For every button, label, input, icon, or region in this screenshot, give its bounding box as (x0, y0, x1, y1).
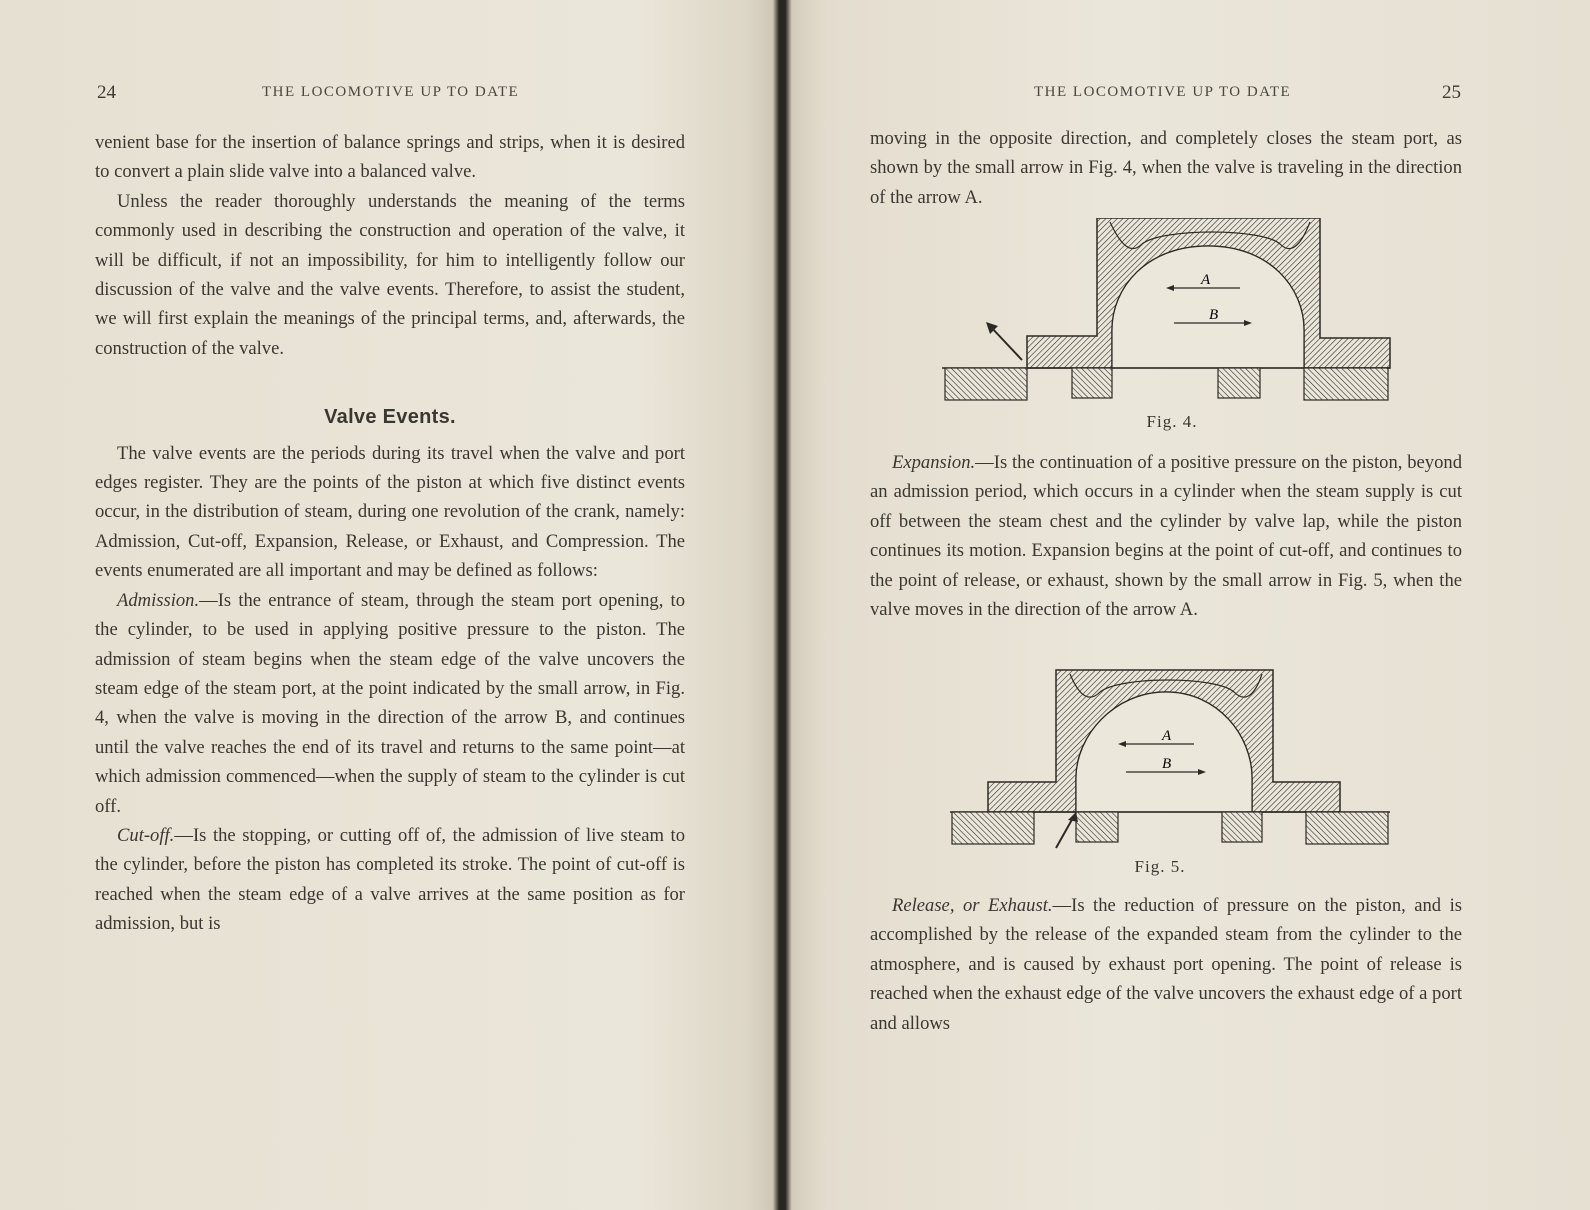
paragraph: Unless the reader thoroughly understands the meaning of the terms commonly used in describing the construction and operation of the valve, it will be difficult, if not an impossibility, for him to intelligently follow our discussion of the valve and the valve events. Therefore, to assist the student, we will first explain the meanings of the principal terms, and, afterwards, the construction of the valve. (95, 190, 685, 359)
seat-block (1222, 812, 1262, 842)
left-page (0, 0, 780, 1210)
term: Cut-off. (117, 824, 175, 846)
term: Release, or Exhaust. (892, 895, 1053, 916)
paragraph (95, 586, 685, 821)
term: Expansion. (892, 452, 976, 473)
page-number: 24 (97, 82, 116, 103)
figure-4-diagram (942, 218, 1402, 408)
seat-block (952, 812, 1034, 844)
arrow-label-b: B (1209, 307, 1219, 323)
right-page-body-mid (870, 448, 1462, 624)
definition: —Is the reduction of pressure on the piston, and is accomplished by the release of the expanded steam from the cylinder to the atmosphere, and is caused by exhaust port opening. The point of release is reached when the exhaust edge of the valve uncovers the exhaust edge of a port and allows (870, 895, 1462, 1034)
figure-5-diagram (950, 668, 1400, 858)
arrow-label-a: A (1162, 728, 1172, 744)
left-page-body (95, 128, 685, 939)
figure-5-caption: Fig. 5. (1134, 857, 1186, 876)
paragraph (95, 821, 685, 939)
paragraph: venient base for the insertion of balance springs and strips, when it is desired to convert a plain slide valve into a balanced valve. (95, 132, 685, 183)
right-page (792, 0, 1590, 1210)
right-page-body-top (870, 124, 1462, 212)
seat-block (1304, 368, 1388, 400)
paragraph: The valve events are the periods during its travel when the valve and port edges register. They are the points of the piston at which five distinct events occur, in the distribution of steam, during one revolution of the crank, namely: Admission, Cut-off, Expansion, Release, or Exhaust, and Compression. The events enumerated are all important and may be defined as follows: (95, 442, 685, 582)
definition: —Is the entrance of steam, through the steam port opening, to the cylinder, to be used in applying positive pressure to the piston. The admission of steam begins when the steam edge of the valve uncovers the steam edge of the steam port, at the point indicated by the small arrow, in Fig. 4, when the valve is moving in the direction of the arrow B, and continues until the valve reaches the end of its travel and returns to the same point—at which admission commenced—when the supply of steam to the cylinder is cut off. (95, 589, 685, 817)
definition: —Is the continuation of a positive pressure on the piston, beyond an admission period, which occurs in a cylinder when the steam supply is cut off between the steam chest and the cylinder by valve lap, while the piston continues its motion. Expansion begins at the point of cut-off, and continues to the point of release, or exhaust, shown by the small arrow in Fig. 5, when the valve moves in the direction of the arrow A. (870, 452, 1462, 621)
running-head: THE LOCOMOTIVE UP TO DATE (1034, 84, 1292, 100)
seat-block (1072, 368, 1112, 398)
page-number: 25 (1442, 82, 1461, 103)
paragraph: moving in the opposite direction, and completely closes the steam port, as shown by the small arrow in Fig. 4, when the valve is traveling in the direction of the arrow A. (870, 128, 1462, 208)
right-page-body-bottom (870, 891, 1462, 1038)
paragraph (870, 448, 1462, 624)
seat-block (945, 368, 1027, 400)
figure-4-caption: Fig. 4. (1146, 412, 1198, 431)
arrow-label-b: B (1162, 756, 1172, 772)
term: Admission. (117, 589, 200, 611)
section-heading: Valve Events. (324, 406, 456, 429)
seat-block (1306, 812, 1388, 844)
paragraph (870, 891, 1462, 1038)
seat-block (1218, 368, 1260, 398)
arrow-label-a: A (1201, 272, 1211, 288)
running-head: THE LOCOMOTIVE UP TO DATE (262, 84, 520, 100)
definition: —Is the stopping, or cutting off of, the admission of live steam to the cylinder, before the piston has completed its stroke. The point of cut-off is reached when the steam edge of a valve arrives at the same position as for admission, but is (95, 824, 685, 935)
seat-block (1076, 812, 1118, 842)
